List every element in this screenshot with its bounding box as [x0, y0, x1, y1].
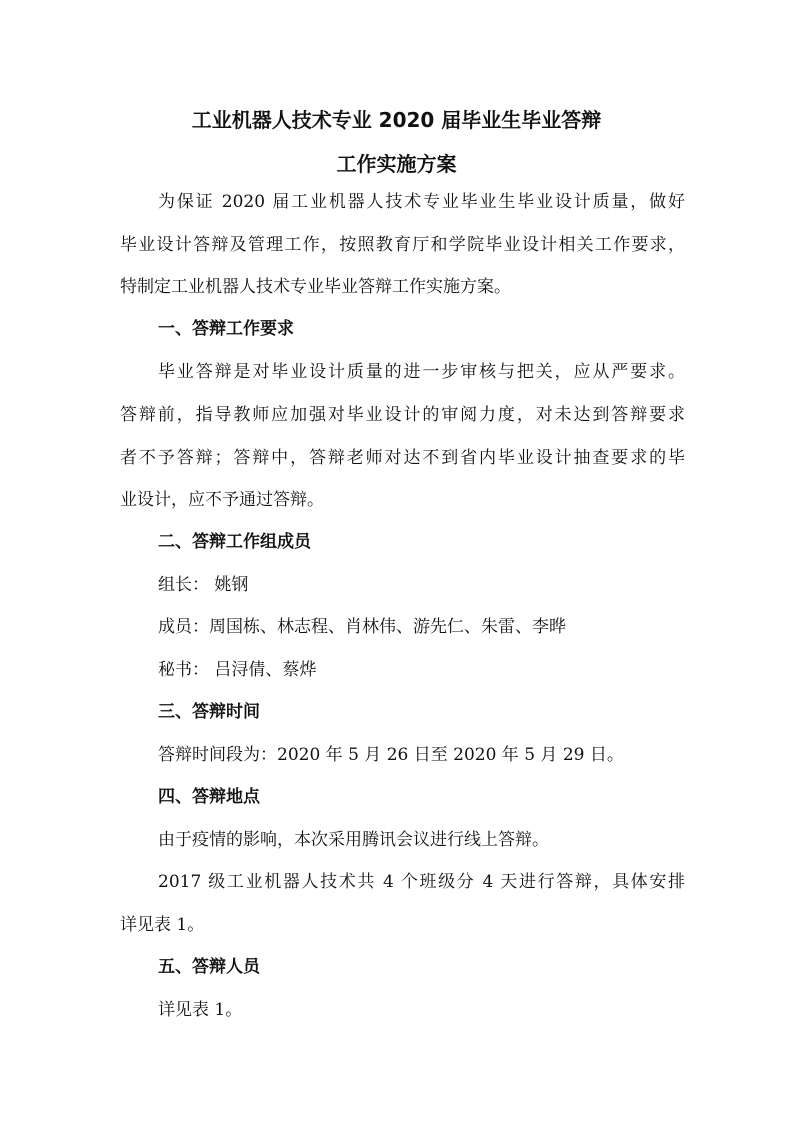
section4-line-2: 2017 级工业机器人技术共 4 个班级分 4 天进行答辩，具体安排	[158, 872, 685, 892]
section3-line-1: 答辩时间段为：2020 年 5 月 26 日至 2020 年 5 月 29 日。	[158, 745, 624, 765]
intro-line-3: 特制定工业机器人技术专业毕业答辩工作实施方案。	[120, 277, 511, 297]
document-title-line1: 工业机器人技术专业 2020 届毕业生毕业答辩	[191, 108, 602, 132]
section1-line-2: 答辩前，指导教师应加强对毕业设计的审阅力度，对未达到答辩要求	[120, 405, 685, 425]
section1-line-1: 毕业答辩是对毕业设计质量的进一步审核与把关，应从严要求。	[158, 362, 685, 382]
group-members: 成员：周国栋、林志程、肖林伟、游先仁、朱雷、李晔	[158, 617, 566, 637]
section5-heading: 五、答辩人员	[158, 957, 260, 977]
section4-line-3: 详见表 1。	[120, 915, 205, 935]
section1-line-4: 业设计，应不予通过答辩。	[120, 490, 324, 510]
group-leader: 组长： 姚钢	[158, 575, 249, 595]
intro-line-1: 为保证 2020 届工业机器人技术专业毕业生毕业设计质量，做好	[158, 192, 685, 212]
section4-heading: 四、答辩地点	[158, 787, 260, 807]
document-title-line2: 工作实施方案	[336, 152, 457, 176]
group-secretary: 秘书： 吕浔倩、蔡烨	[158, 660, 317, 680]
section4-line-1: 由于疫情的影响，本次采用腾讯会议进行线上答辩。	[158, 830, 549, 850]
section3-heading: 三、答辩时间	[158, 702, 260, 722]
section1-heading: 一、答辩工作要求	[158, 319, 294, 339]
section1-line-3: 者不予答辩；答辩中，答辩老师对达不到省内毕业设计抽查要求的毕	[120, 448, 685, 468]
section5-line-1: 详见表 1。	[158, 1000, 243, 1020]
section2-heading: 二、答辩工作组成员	[158, 532, 311, 552]
intro-line-2: 毕业设计答辩及管理工作，按照教育厅和学院毕业设计相关工作要求，	[120, 235, 685, 255]
